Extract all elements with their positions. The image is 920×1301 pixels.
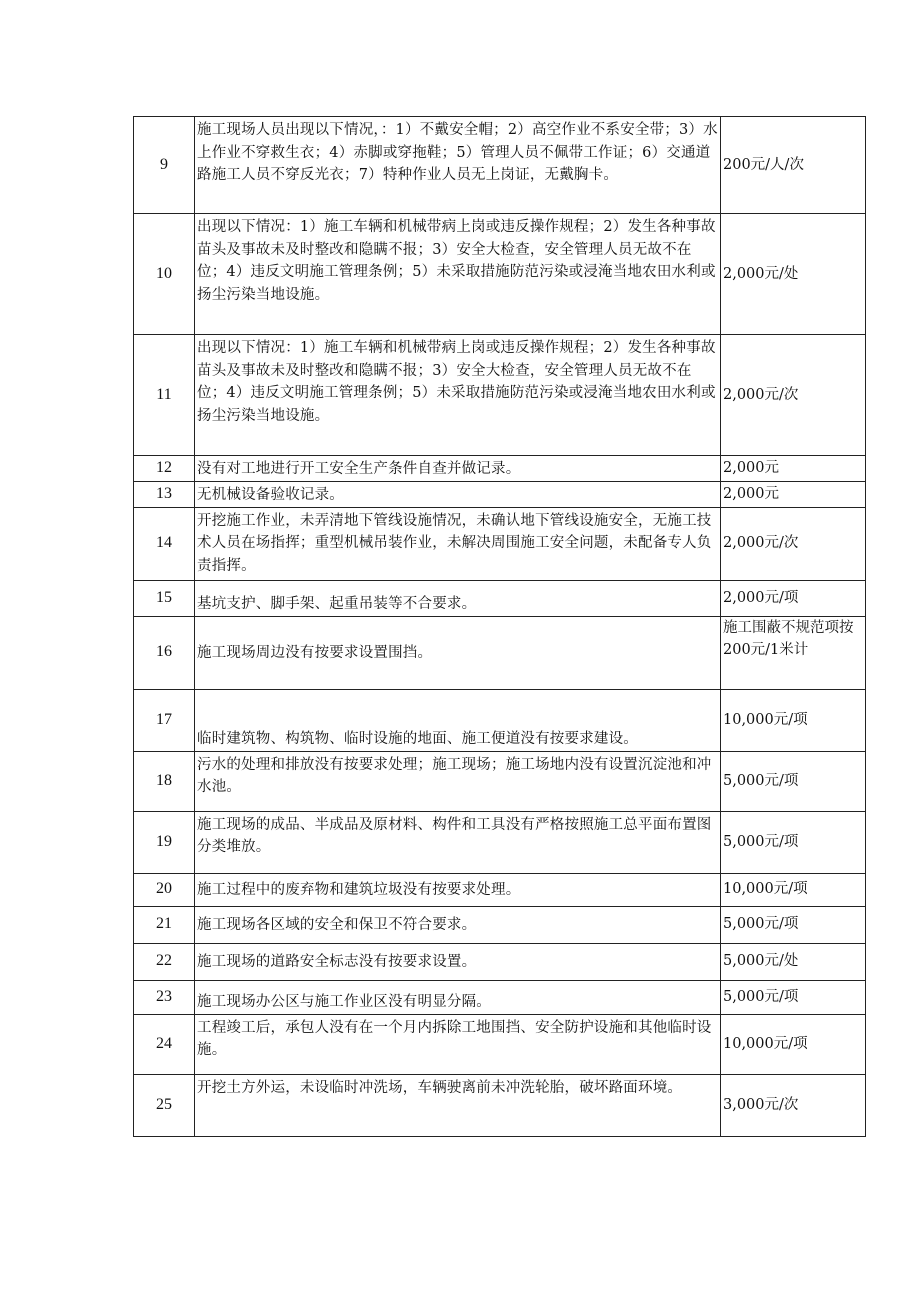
- table-row: [134, 482, 866, 508]
- row-description: 施工现场周边没有按要求设置围挡。: [195, 616, 721, 689]
- row-number: 20: [134, 873, 195, 906]
- row-number: 22: [134, 943, 195, 980]
- row-amount: 5,000元/项: [721, 751, 866, 811]
- row-number: 15: [134, 580, 195, 616]
- row-amount: 10,000元/项: [721, 689, 866, 751]
- row-amount: 10,000元/项: [721, 1014, 866, 1074]
- table-row: [134, 117, 866, 214]
- table-row: [134, 811, 866, 873]
- row-amount: 2,000元/项: [721, 580, 866, 616]
- row-description: 临时建筑物、构筑物、临时设施的地面、施工便道没有按要求建设。: [195, 689, 721, 751]
- row-amount: 5,000元/处: [721, 943, 866, 980]
- row-amount: 2,000元/次: [721, 335, 866, 456]
- table-row: [134, 335, 866, 456]
- row-description: 施工现场的道路安全标志没有按要求设置。: [195, 943, 721, 980]
- table-row: [134, 214, 866, 335]
- row-amount: 5,000元/项: [721, 811, 866, 873]
- row-number: 19: [134, 811, 195, 873]
- row-number: 9: [134, 117, 195, 214]
- row-description: 无机械设备验收记录。: [195, 482, 721, 508]
- table-row: [134, 751, 866, 811]
- table-row: [134, 980, 866, 1014]
- row-description: 施工现场各区域的安全和保卫不符合要求。: [195, 906, 721, 943]
- row-description: 没有对工地进行开工安全生产条件自查并做记录。: [195, 456, 721, 482]
- row-description: 基坑支护、脚手架、起重吊装等不合要求。: [195, 580, 721, 616]
- table-row: [134, 1074, 866, 1136]
- table-row: [134, 616, 866, 689]
- row-description: 施工现场人员出现以下情况，：1）不戴安全帽；2）高空作业不系安全带；3）水上作业不穿救生衣；4）赤脚或穿拖鞋；5）管理人员不佩带工作证；6）交通道路施工人员不穿反光衣；7）特种作业人员无上岗证，无戴胸卡。: [195, 117, 721, 214]
- row-description: 开挖施工作业，未弄清地下管线设施情况，未确认地下管线设施安全，无施工技术人员在场指挥；重型机械吊装作业，未解决周围施工安全问题，未配备专人负责指挥。: [195, 507, 721, 580]
- penalty-table: [133, 116, 866, 1137]
- row-amount: 2,000元: [721, 482, 866, 508]
- row-description: 工程竣工后，承包人没有在一个月内拆除工地围挡、安全防护设施和其他临时设施。: [195, 1014, 721, 1074]
- row-number: 24: [134, 1014, 195, 1074]
- row-amount: 2,000元/处: [721, 214, 866, 335]
- row-amount: 3,000元/次: [721, 1074, 866, 1136]
- row-amount: 施工围蔽不规范项按200元/1米计: [721, 616, 866, 689]
- row-number: 13: [134, 482, 195, 508]
- row-amount: 5,000元/项: [721, 906, 866, 943]
- row-number: 23: [134, 980, 195, 1014]
- table-row: [134, 1014, 866, 1074]
- table-row: [134, 906, 866, 943]
- row-description: 污水的处理和排放没有按要求处理；施工现场；施工场地内没有设置沉淀池和冲水池。: [195, 751, 721, 811]
- row-description: 施工现场办公区与施工作业区没有明显分隔。: [195, 980, 721, 1014]
- row-number: 18: [134, 751, 195, 811]
- row-number: 12: [134, 456, 195, 482]
- table-row: [134, 456, 866, 482]
- row-description: 出现以下情况：1）施工车辆和机械带病上岗或违反操作规程；2）发生各种事故苗头及事故未及时整改和隐瞒不报；3）安全大检查，安全管理人员无故不在位；4）违反文明施工管理条例；5）未采取措施防范污染或浸淹当地农田水利或扬尘污染当地设施。: [195, 214, 721, 335]
- table-row: [134, 689, 866, 751]
- row-amount: 10,000元/项: [721, 873, 866, 906]
- row-description: 出现以下情况：1）施工车辆和机械带病上岗或违反操作规程；2）发生各种事故苗头及事故未及时整改和隐瞒不报；3）安全大检查，安全管理人员无故不在位；4）违反文明施工管理条例；5）未采取措施防范污染或浸淹当地农田水利或扬尘污染当地设施。: [195, 335, 721, 456]
- row-number: 17: [134, 689, 195, 751]
- row-number: 14: [134, 507, 195, 580]
- row-amount: 2,000元: [721, 456, 866, 482]
- row-number: 10: [134, 214, 195, 335]
- row-amount: 2,000元/次: [721, 507, 866, 580]
- row-number: 21: [134, 906, 195, 943]
- table-row: [134, 580, 866, 616]
- row-description: 施工过程中的废弃物和建筑垃圾没有按要求处理。: [195, 873, 721, 906]
- row-description: 施工现场的成品、半成品及原材料、构件和工具没有严格按照施工总平面布置图分类堆放。: [195, 811, 721, 873]
- table-row: [134, 507, 866, 580]
- table-row: [134, 943, 866, 980]
- row-number: 25: [134, 1074, 195, 1136]
- row-number: 16: [134, 616, 195, 689]
- row-amount: 5,000元/项: [721, 980, 866, 1014]
- table-row: [134, 873, 866, 906]
- row-number: 11: [134, 335, 195, 456]
- row-amount: 200元/人/次: [721, 117, 866, 214]
- row-description: 开挖土方外运，未设临时冲洗场，车辆驶离前未冲洗轮胎，破坏路面环境。: [195, 1074, 721, 1136]
